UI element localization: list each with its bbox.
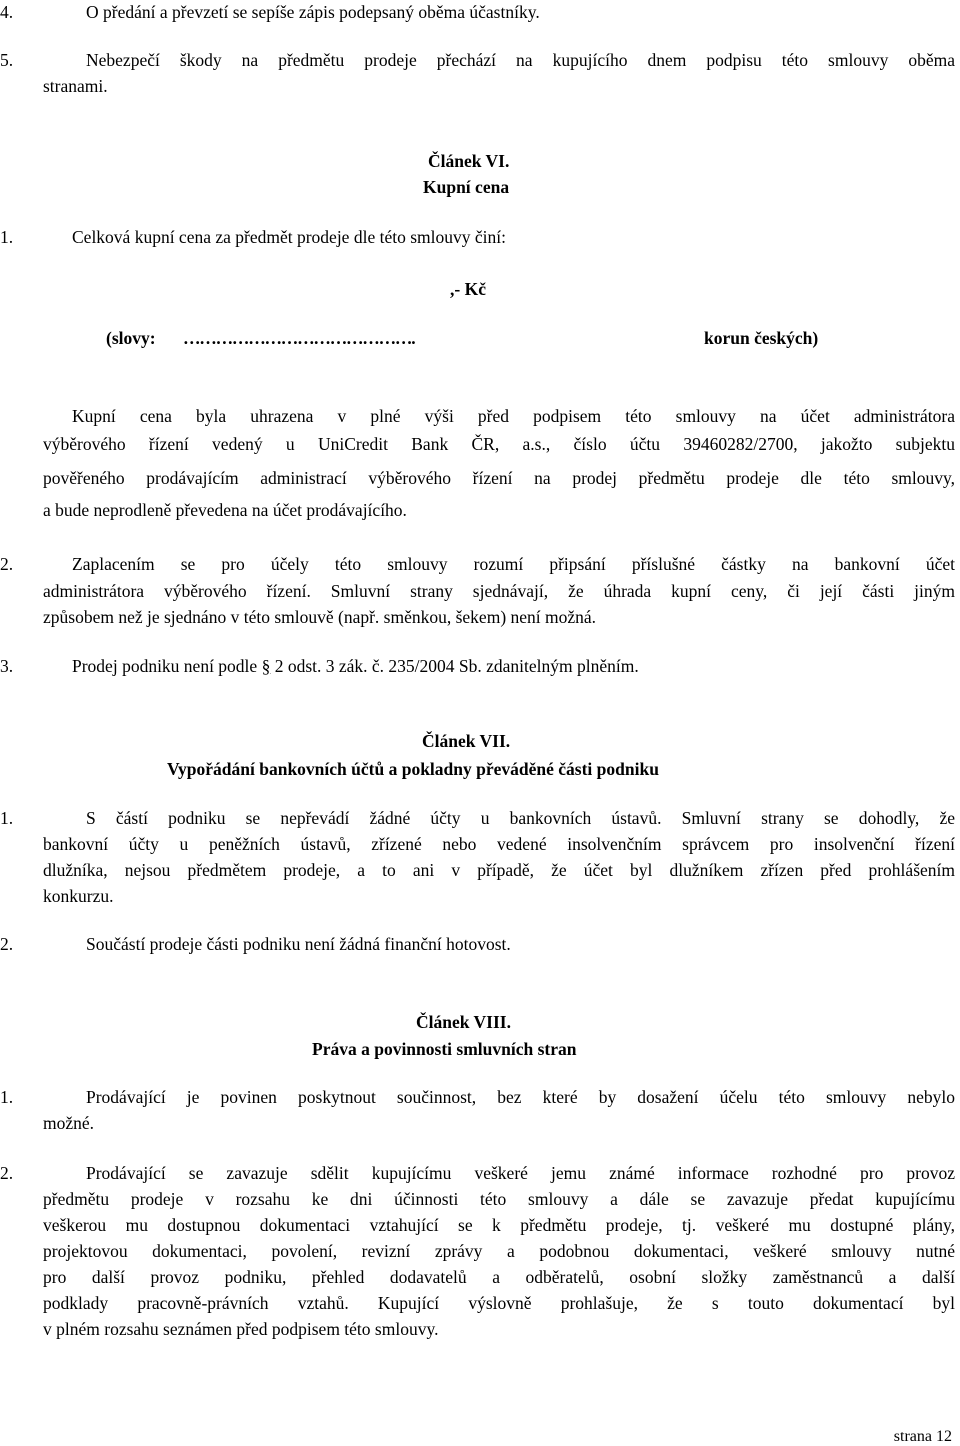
paragraph-line: předmětu prodeje v rozsahu ke dni účinnosti této smlouvy a dále se zavazuje předat kupujícímu	[43, 1189, 955, 1209]
paragraph-line: způsobem než je sjednáno v této smlouvě (např. směnkou, šekem) není možná.	[43, 607, 597, 627]
paragraph-text: Prodej podniku není podle	[72, 656, 258, 676]
section-sign[interactable]: §	[261, 656, 271, 676]
paragraph-line: pověřeného prodávajícím administrací výběrového řízení na prodej předmětu prodeje dle této smlouvy,	[43, 468, 955, 488]
item-number: 5.	[0, 50, 14, 70]
paragraph-line: Nebezpečí škody na předmětu prodeje přechází na kupujícího dnem podpisu této smlouvy oběma	[86, 50, 955, 70]
item-number: 2.	[0, 934, 14, 954]
page-number: strana 12	[893, 1428, 952, 1445]
paragraph-text: 2 odst. 3 zák. č. 235/2004 Sb. zdanitelným plněním.	[274, 656, 639, 676]
price-in-words-blank: …………………………………….	[183, 328, 415, 348]
paragraph-line: Prodávající se zavazuje sdělit kupujícímu veškeré jemu známé informace rozhodné pro provoz	[86, 1163, 955, 1183]
paragraph-line: a bude neprodleně převedena na účet prodávajícího.	[43, 500, 407, 520]
price-amount: ,- Kč	[450, 279, 486, 299]
article-title: Práva a povinnosti smluvních stran	[312, 1039, 577, 1059]
item-number: 4.	[0, 2, 14, 22]
paragraph-line: pro další provoz podniku, přehled dodavatelů a odběratelů, osobní složky zaměstnanců a další	[43, 1267, 955, 1287]
price-in-words-suffix: korun českých)	[704, 328, 819, 348]
paragraph-line: podklady pracovně-právních vztahů. Kupující výslovně prohlašuje, že s touto dokumentací byl	[43, 1293, 955, 1313]
paragraph-line: konkurzu.	[43, 886, 114, 906]
article-title: Vypořádání bankovních účtů a pokladny převáděné části podniku	[167, 759, 659, 779]
paragraph-line: dlužníka, nejsou předmětem prodeje, a to ani v případě, že účet byl dlužníkem zřízen před prohlášením	[43, 860, 955, 880]
paragraph-line: možné.	[43, 1113, 95, 1133]
article-heading: Článek VII.	[422, 731, 511, 751]
paragraph-line: veškerou mu dostupnou dokumentaci vztahující se k předmětu prodeje, tj. veškeré mu dostupné plány,	[43, 1215, 955, 1235]
paragraph-line: projektovou dokumentaci, povolení, revizní zprávy a podobnou dokumentaci, veškeré smlouvy nutné	[43, 1241, 955, 1261]
paragraph-line: Prodávající je povinen poskytnout součinnost, bez které by dosažení účelu této smlouvy nebylo	[86, 1087, 955, 1107]
item-number: 2.	[0, 554, 14, 574]
item-number: 1.	[0, 808, 14, 828]
paragraph-line: S částí podniku se nepřevádí žádné účty u bankovních ústavů. Smluvní strany se dohodly, že	[86, 808, 955, 828]
paragraph-line: v plném rozsahu seznámen před podpisem této smlouvy.	[43, 1319, 439, 1339]
paragraph-line: stranami.	[43, 76, 108, 96]
article-heading: Článek VI.	[428, 151, 510, 171]
paragraph-line: bankovní účty u peněžních ústavů, zřízené nebo vedené insolvenčním správcem pro insolvenční řízení	[43, 834, 955, 854]
paragraph-line: Součástí prodeje části podniku není žádná finanční hotovost.	[86, 934, 511, 954]
item-number: 2.	[0, 1163, 14, 1183]
price-in-words-prefix: (slovy:	[106, 328, 156, 348]
paragraph-line: Kupní cena byla uhrazena v plné výši před podpisem této smlouvy na účet administrátora	[72, 406, 955, 426]
article-heading: Článek VIII.	[416, 1012, 511, 1032]
paragraph-line	[72, 656, 639, 677]
paragraph-line: výběrového řízení vedený u UniCredit Bank ČR, a.s., číslo účtu 39460282/2700, jakožto subjektu	[43, 434, 955, 454]
paragraph-line: O předání a převzetí se sepíše zápis podepsaný oběma účastníky.	[86, 2, 540, 22]
paragraph-line: administrátora výběrového řízení. Smluvní strany sjednávají, že úhrada kupní ceny, či její části jiným	[43, 581, 955, 601]
paragraph-line: Celková kupní cena za předmět prodeje dle této smlouvy činí:	[72, 227, 506, 247]
paragraph-line: Zaplacením se pro účely této smlouvy rozumí připsání příslušné částky na bankovní účet	[72, 554, 955, 574]
item-number: 1.	[0, 227, 14, 247]
article-title: Kupní cena	[423, 177, 510, 197]
item-number: 1.	[0, 1087, 14, 1107]
item-number: 3.	[0, 656, 14, 676]
